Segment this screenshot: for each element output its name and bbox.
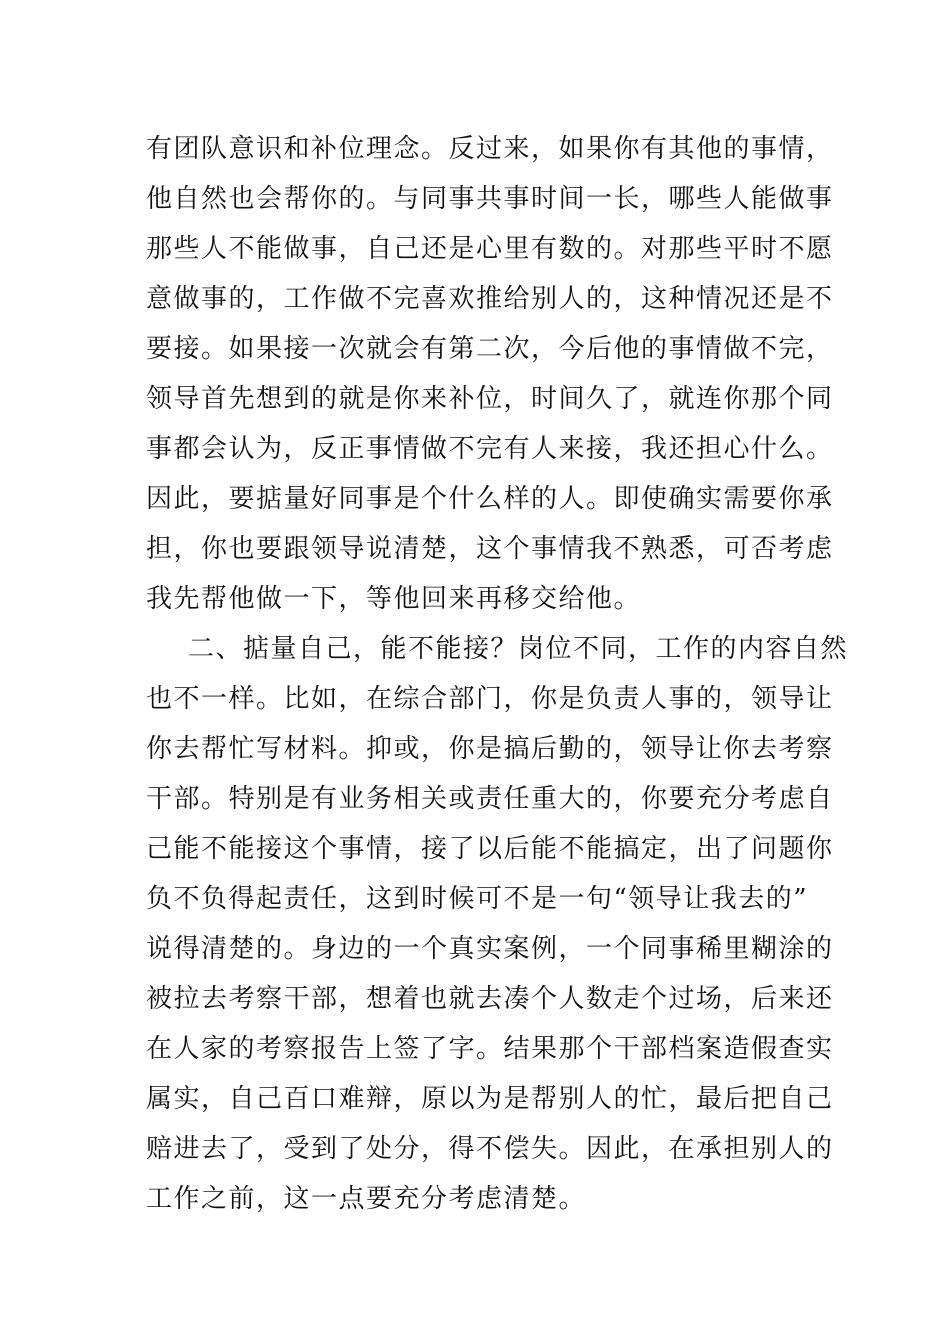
text-line: 说得清楚的。身边的一个真实案例，一个同事稀里糊涂的 <box>146 934 834 964</box>
text-line: 你去帮忙写材料。抑或，你是搞后勤的，领导让你去考察 <box>146 734 834 764</box>
text-line: 要接。如果接一次就会有第二次，今后他的事情做不完， <box>146 334 834 364</box>
body-text <box>146 124 849 1224</box>
text-line: 那些人不能做事，自己还是心里有数的。对那些平时不愿 <box>146 234 834 264</box>
text-line: 有团队意识和补位理念。反过来，如果你有其他的事情， <box>146 134 834 164</box>
text-line: 工作之前，这一点要充分考虑清楚。 <box>146 1184 587 1214</box>
text-line: 属实，自己百口难辩，原以为是帮别人的忙，最后把自己 <box>146 1084 834 1114</box>
text-line: 意做事的，工作做不完喜欢推给别人的，这种情况还是不 <box>146 284 834 314</box>
text-line: 也不一样。比如，在综合部门，你是负责人事的，领导让 <box>146 684 834 714</box>
text-line: 他自然也会帮你的。与同事共事时间一长，哪些人能做事 <box>146 184 834 214</box>
text-line: 被拉去考察干部，想着也就去凑个人数走个过场，后来还 <box>146 984 834 1014</box>
text-line: 事都会认为，反正事情做不完有人来接，我还担心什么。 <box>146 434 834 464</box>
text-line: 干部。特别是有业务相关或责任重大的，你要充分考虑自 <box>146 784 834 814</box>
text-line: 赔进去了，受到了处分，得不偿失。因此，在承担别人的 <box>146 1134 834 1164</box>
text-line: 负不负得起责任，这到时候可不是一句“领导让我去的” <box>146 884 809 914</box>
text-line: 在人家的考察报告上签了字。结果那个干部档案造假查实 <box>146 1034 834 1064</box>
text-line: 我先帮他做一下，等他回来再移交给他。 <box>146 584 642 614</box>
text-line: 担，你也要跟领导说清楚，这个事情我不熟悉，可否考虑 <box>146 534 834 564</box>
text-line: 己能不能接这个事情，接了以后能不能搞定，出了问题你 <box>146 834 834 864</box>
paragraph-start-line: 二、掂量自己，能不能接？岗位不同，工作的内容自然 <box>188 634 849 664</box>
text-line: 因此，要掂量好同事是个什么样的人。即使确实需要你承 <box>146 484 834 514</box>
text-line: 领导首先想到的就是你来补位，时间久了，就连你那个同 <box>146 384 834 414</box>
